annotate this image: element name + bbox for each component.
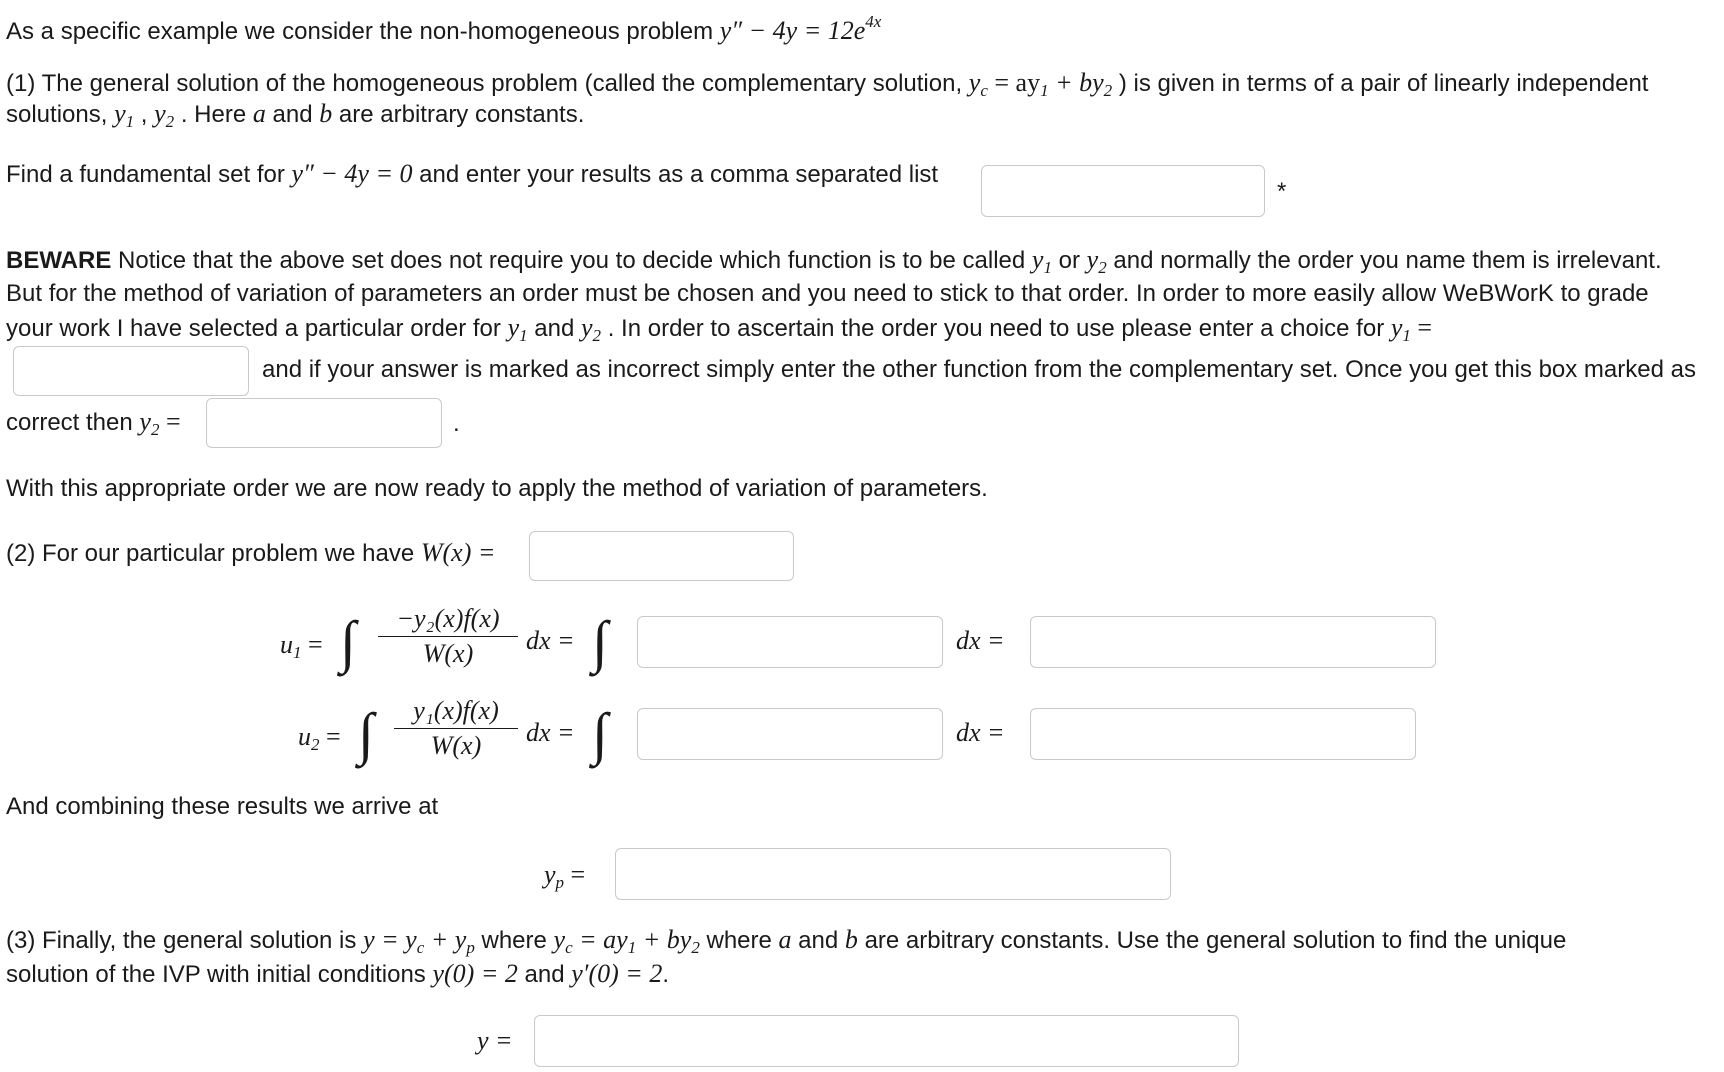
integral-sign: ∫	[358, 701, 374, 766]
required-star: *	[1277, 178, 1287, 205]
dx-label: dx =	[956, 626, 1005, 655]
u1-label: $u_1$ =	[280, 630, 323, 662]
final-solution-input[interactable]	[534, 1015, 1239, 1067]
u1-integrand: $\frac{\text{−y₂(x)f(x)}}{W(x)}$	[378, 604, 518, 669]
integral-sign: ∫	[592, 701, 608, 766]
period: .	[453, 410, 460, 437]
y-final-label: y =	[477, 1026, 513, 1055]
y2-choice-input[interactable]	[206, 398, 442, 448]
u2-integrand: $\frac{\text{y₁(x)f(x)}}{W(x)}$	[394, 696, 518, 761]
beware-line5: correct then $y_2$ =	[6, 407, 181, 439]
dx-label: dx =	[526, 626, 575, 655]
part3-line2: solution of the IVP with initial conditions y(0) = 2 and y′(0) = 2.	[6, 959, 670, 988]
part1-line1: (1) The general solution of the homogeneous problem (called the complementary solution, $y_c = ay_1 + by_2$ ) is given in terms of a pair of linearly independent	[6, 68, 1649, 100]
dx-label: dx =	[956, 718, 1005, 747]
dx-label: dx =	[526, 718, 575, 747]
u2-integrand-input[interactable]	[637, 708, 943, 760]
integral-sign: ∫	[340, 609, 356, 674]
ode-equation: $y'' - 4y = 12e^{4x}$	[719, 12, 882, 45]
u1-result-input[interactable]	[1030, 616, 1436, 668]
intro-line: As a specific example we consider the non-homogeneous problem $y'' - 4y = 12e^{4x}$	[6, 12, 882, 45]
fundamental-set-input[interactable]	[981, 165, 1265, 217]
u2-label: $u_2$ =	[298, 722, 341, 754]
beware-line2: But for the method of variation of parameters an order must be chosen and you need to stick to that order. In order to more easily allow WeBWorK to grade	[6, 280, 1649, 307]
beware-line4: and if your answer is marked as incorrect simply enter the other function from the complementary set. Once you get this box marked as	[262, 356, 1696, 383]
u2-result-input[interactable]	[1030, 708, 1416, 760]
part1-line2: solutions, $y_1$ , $y_2$ . Here a and b are arbitrary constants.	[6, 99, 585, 131]
ready-statement: With this appropriate order we are now ready to apply the method of variation of parameters.	[6, 475, 988, 502]
integral-sign: ∫	[592, 609, 608, 674]
beware-line1: BEWARE Notice that the above set does not require you to decide which function is to be called $y_1$ or $y_2$ and normally the order you name them is irrelevant.	[6, 245, 1662, 277]
part2-wronskian-prompt: (2) For our particular problem we have W(x) =	[6, 538, 496, 567]
y1-choice-input[interactable]	[13, 346, 249, 396]
part3-line1: (3) Finally, the general solution is $y = y_c + y_p$ where $y_c = ay_1 + by_2$ where a and b are arbitrary constants. Use the general solution to find the unique	[6, 925, 1567, 957]
yp-input[interactable]	[615, 848, 1171, 900]
combine-statement: And combining these results we arrive at	[6, 793, 439, 820]
find-fundamental-set-prompt: Find a fundamental set for y″ − 4y = 0 and enter your results as a comma separated list	[6, 159, 939, 188]
u1-integrand-input[interactable]	[637, 616, 943, 668]
wronskian-input[interactable]	[529, 531, 794, 581]
yp-label: $y_p$ =	[544, 860, 586, 892]
beware-line3: your work I have selected a particular order for $y_1$ and $y_2$ . In order to ascertain the order you need to use please enter a choice for $y_1$ =	[6, 313, 1433, 345]
